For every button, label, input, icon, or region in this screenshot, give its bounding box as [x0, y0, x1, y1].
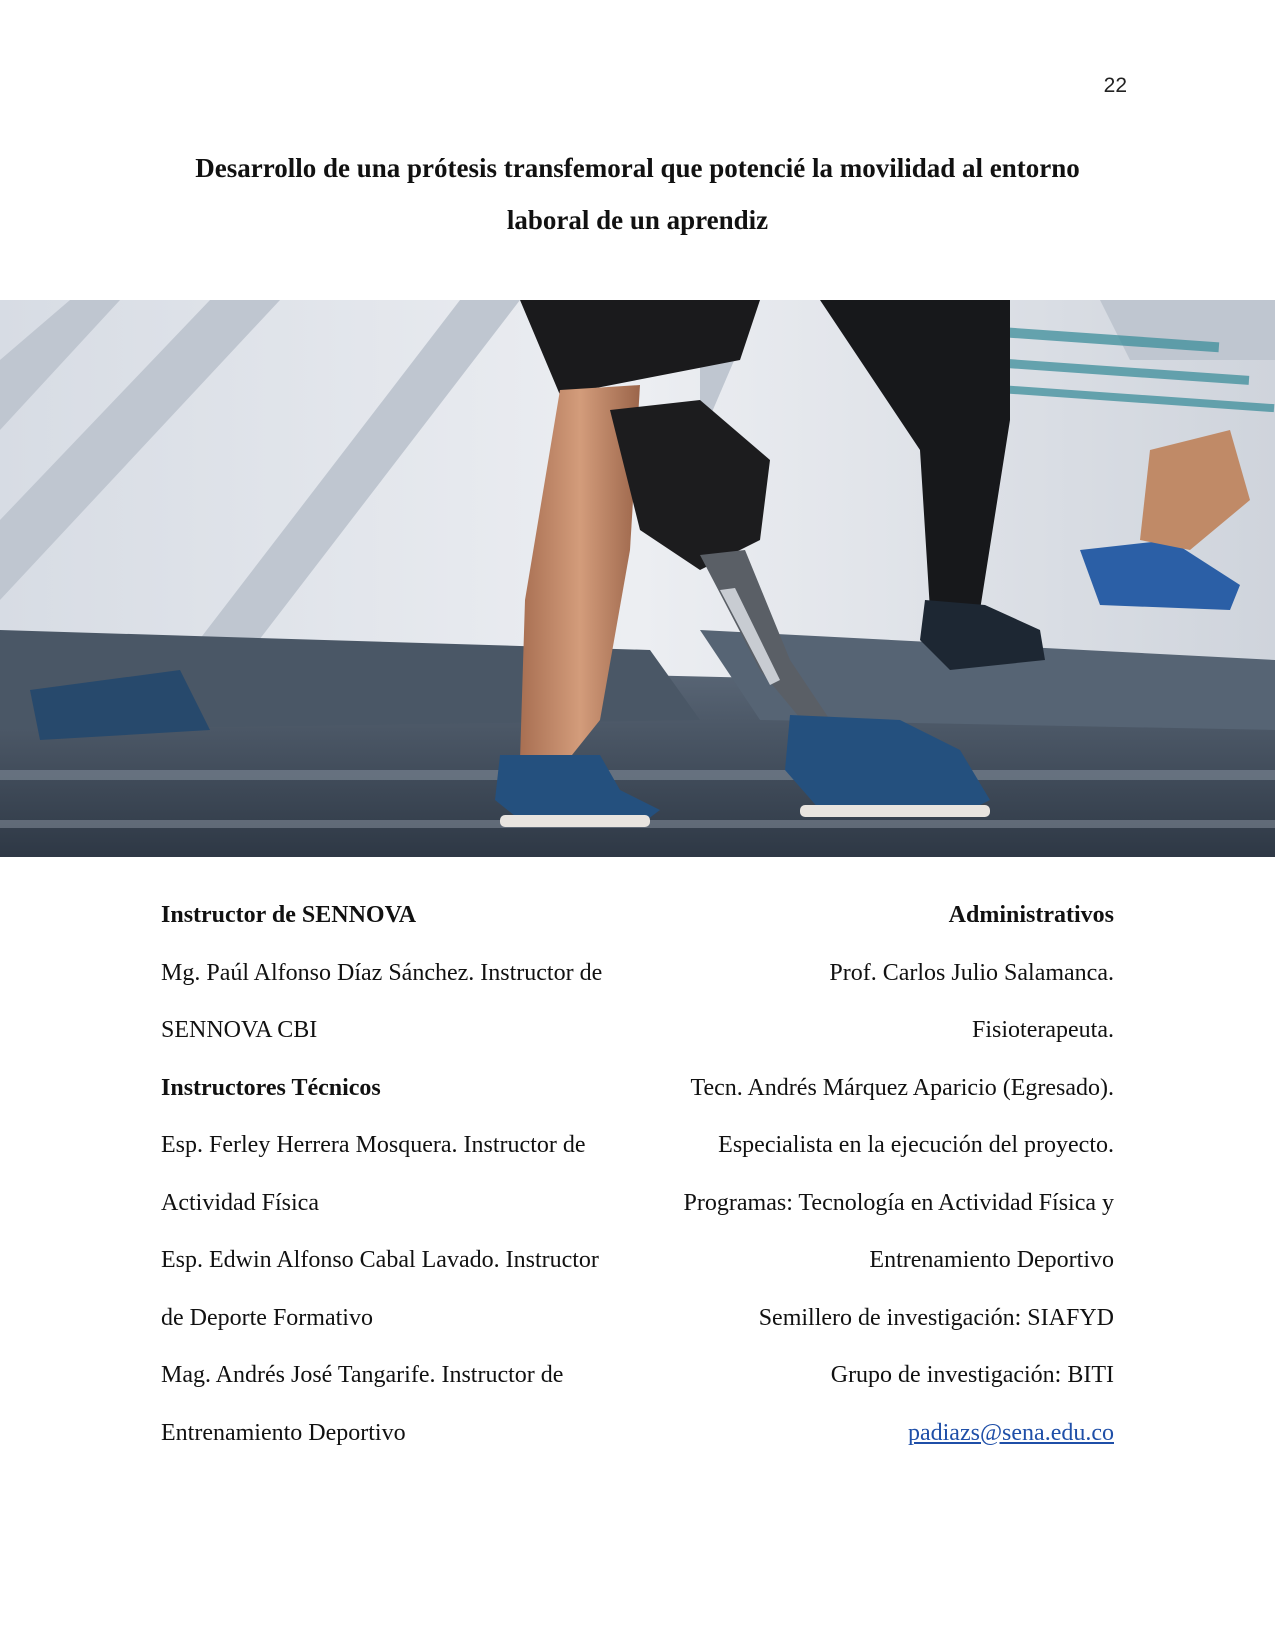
- instructor-line-2: SENNOVA CBI: [161, 1017, 318, 1043]
- technical-line-6: Entrenamiento Deportivo: [161, 1419, 406, 1446]
- admin-line-1: Prof. Carlos Julio Salamanca.: [829, 959, 1114, 986]
- technical-line-5: Mag. Andrés José Tangarife. Instructor de: [161, 1362, 564, 1388]
- document-title: [150, 142, 1125, 246]
- technical-line-3: Esp. Edwin Alfonso Cabal Lavado. Instructor: [161, 1247, 599, 1273]
- admin-line-5: Programas: Tecnología en Actividad Física y: [683, 1189, 1114, 1216]
- heading-administrative: Administrativos: [948, 902, 1114, 928]
- admin-line-8: Grupo de investigación: BITI: [830, 1362, 1114, 1388]
- contact-email-link[interactable]: padiazs@sena.edu.co: [907, 1419, 1114, 1446]
- heading-technical-instructors: Instructores Técnicos: [161, 1074, 381, 1101]
- title-line-2: laboral de un aprendiz: [506, 205, 769, 235]
- technical-line-2: Actividad Física: [161, 1189, 319, 1216]
- admin-line-6: Entrenamiento Deportivo: [869, 1247, 1114, 1273]
- admin-line-7: Semillero de investigación: SIAFYD: [758, 1304, 1114, 1331]
- admin-line-4: Especialista en la ejecución del proyecto.: [718, 1132, 1114, 1158]
- left-column: [161, 887, 661, 1462]
- technical-line-4: de Deporte Formativo: [161, 1304, 373, 1331]
- technical-line-1: Esp. Ferley Herrera Mosquera. Instructor de: [161, 1132, 586, 1158]
- page-number: 22: [1103, 74, 1127, 97]
- right-column: [614, 887, 1114, 1462]
- title-line-1: Desarrollo de una prótesis transfemoral que potencié la movilidad al entorno: [195, 153, 1080, 183]
- instructor-line-1: Mg. Paúl Alfonso Díaz Sánchez. Instructor de: [161, 959, 603, 986]
- prosthetic-leg-treadmill-photo: [0, 300, 1275, 857]
- heading-sennova-instructor: Instructor de SENNOVA: [161, 902, 417, 928]
- admin-line-3: Tecn. Andrés Márquez Aparicio (Egresado).: [690, 1074, 1114, 1101]
- admin-line-2: Fisioterapeuta.: [972, 1017, 1114, 1043]
